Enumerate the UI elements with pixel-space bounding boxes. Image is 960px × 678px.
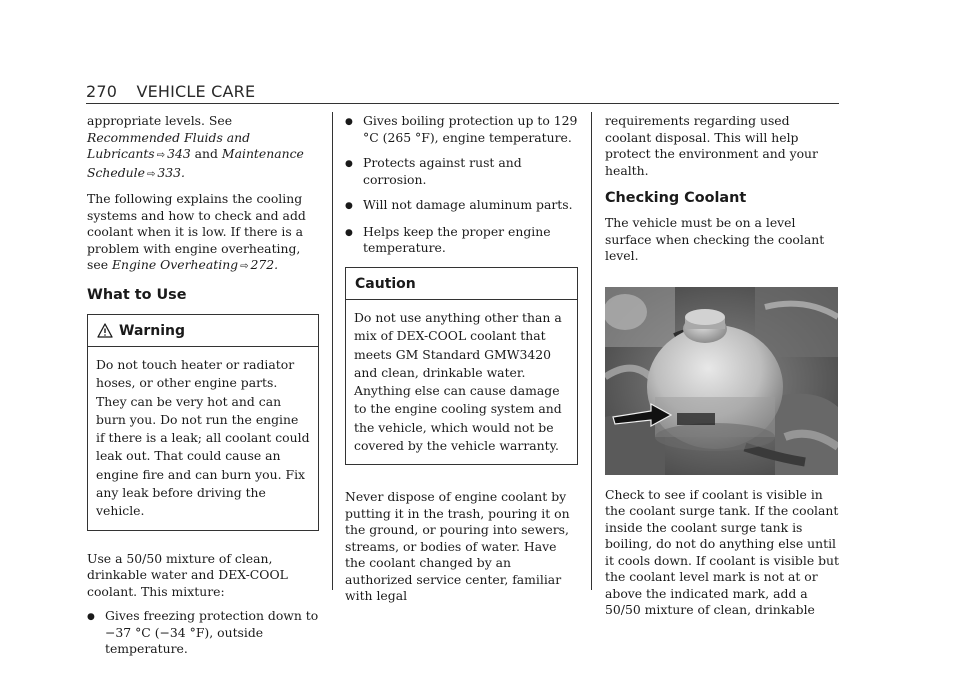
page-number: 270 (86, 82, 118, 101)
warning-triangle-icon (97, 323, 113, 338)
page-reference-arrow-icon: ⇨ (240, 261, 249, 272)
section-title: VEHICLE CARE (136, 82, 256, 101)
list-item: ● Gives freezing protection down to −37 °C (−34 °F), outside temperature. (87, 608, 319, 657)
dispose-paragraph: Never dispose of engine coolant by putting it in the trash, pouring it on the ground, or pouring into sewers, streams, or bodies of water. Have the coolant changed by an authorized service center, familiar with legal (345, 489, 570, 604)
list-item: ● Gives boiling protection up to 129 °C (265 °F), engine temperature. (345, 113, 578, 145)
checking-coolant-heading: Checking Coolant (605, 190, 747, 206)
disposal-continued-paragraph: requirements regarding used coolant disposal. This will help protect the environment and your health. (605, 113, 818, 178)
warning-header (88, 315, 318, 348)
xref-page-343[interactable]: 343 (167, 146, 191, 161)
bullet-icon: ● (87, 612, 95, 623)
column-divider-1 (332, 112, 333, 590)
bullet-icon: ● (345, 201, 353, 211)
coolant-surge-tank-photo (605, 287, 838, 475)
caution-header (346, 268, 577, 301)
caution-title: Caution (355, 275, 416, 292)
page-reference-arrow-icon: ⇨ (146, 168, 156, 180)
bullet-icon: ● (345, 159, 353, 169)
page-header (86, 82, 255, 101)
caution-box (345, 267, 578, 466)
list-item: ● Helps keep the proper engine temperature. (345, 223, 551, 255)
mixture-paragraph: Use a 50/50 mixture of clean, drinkable water and DEX-COOL coolant. This mixture: (87, 550, 288, 599)
caution-body: Do not use anything other than a mix of DEX-COOL coolant that meets GM Standard GMW3420 and clean, drinkable water. Anything else can cause damage to the engine cooling system and the vehicle, which would not be covered by the vehicle warranty. (354, 310, 562, 454)
xref-recommended-fluids[interactable]: Recommended Fluids and Lubricants (87, 129, 251, 161)
xref-page-272[interactable]: 272. (250, 257, 279, 272)
warning-box (87, 314, 319, 531)
warning-title: Warning (119, 322, 186, 339)
xref-maintenance-schedule[interactable]: Maintenance Schedule (87, 146, 304, 180)
page-reference-arrow-icon: ⇨ (156, 150, 166, 161)
warning-body: Do not touch heater or radiator hoses, or other engine parts. They can be very hot and can burn you. Do not run the engine if there is a leak; all coolant could leak out. That could cause an engine fire and can burn you. Fix any leak before driving the vehicle. (96, 357, 310, 519)
header-divider (86, 103, 839, 104)
bullet-icon: ● (345, 227, 353, 238)
column-3 (605, 113, 839, 627)
list-item: ● Will not damage aluminum parts. (345, 197, 578, 215)
xref-page-333[interactable]: 333. (157, 164, 185, 180)
cooling-systems-paragraph: The following explains the cooling systems and how to check and add coolant when it is low. If there is a problem with engine overheating, see Engine Overheating ⇨ 272. (87, 191, 306, 272)
list-item: ● Protects against rust and corrosion. (345, 155, 522, 187)
intro-paragraph: appropriate levels. See Recommended Fluids and Lubricants ⇨ 343 and Maintenance Schedule ⇨ 333. (87, 113, 304, 180)
xref-engine-overheating[interactable]: Engine Overheating (111, 257, 239, 272)
bullet-icon: ● (345, 117, 353, 127)
level-surface-paragraph: The vehicle must be on a level surface when checking the coolant level. (605, 215, 825, 263)
column-2 (345, 113, 578, 613)
check-coolant-paragraph: Check to see if coolant is visible in the coolant surge tank. If the coolant inside the coolant surge tank is boiling, do not do anything else until it cools down. If coolant is visible but the coolant level mark is not at or above the indicated mark, add a 50/50 mixture of clean, drinkable (605, 486, 839, 617)
column-divider-2 (591, 112, 592, 590)
what-to-use-heading: What to Use (87, 286, 187, 303)
column-1 (87, 113, 319, 667)
